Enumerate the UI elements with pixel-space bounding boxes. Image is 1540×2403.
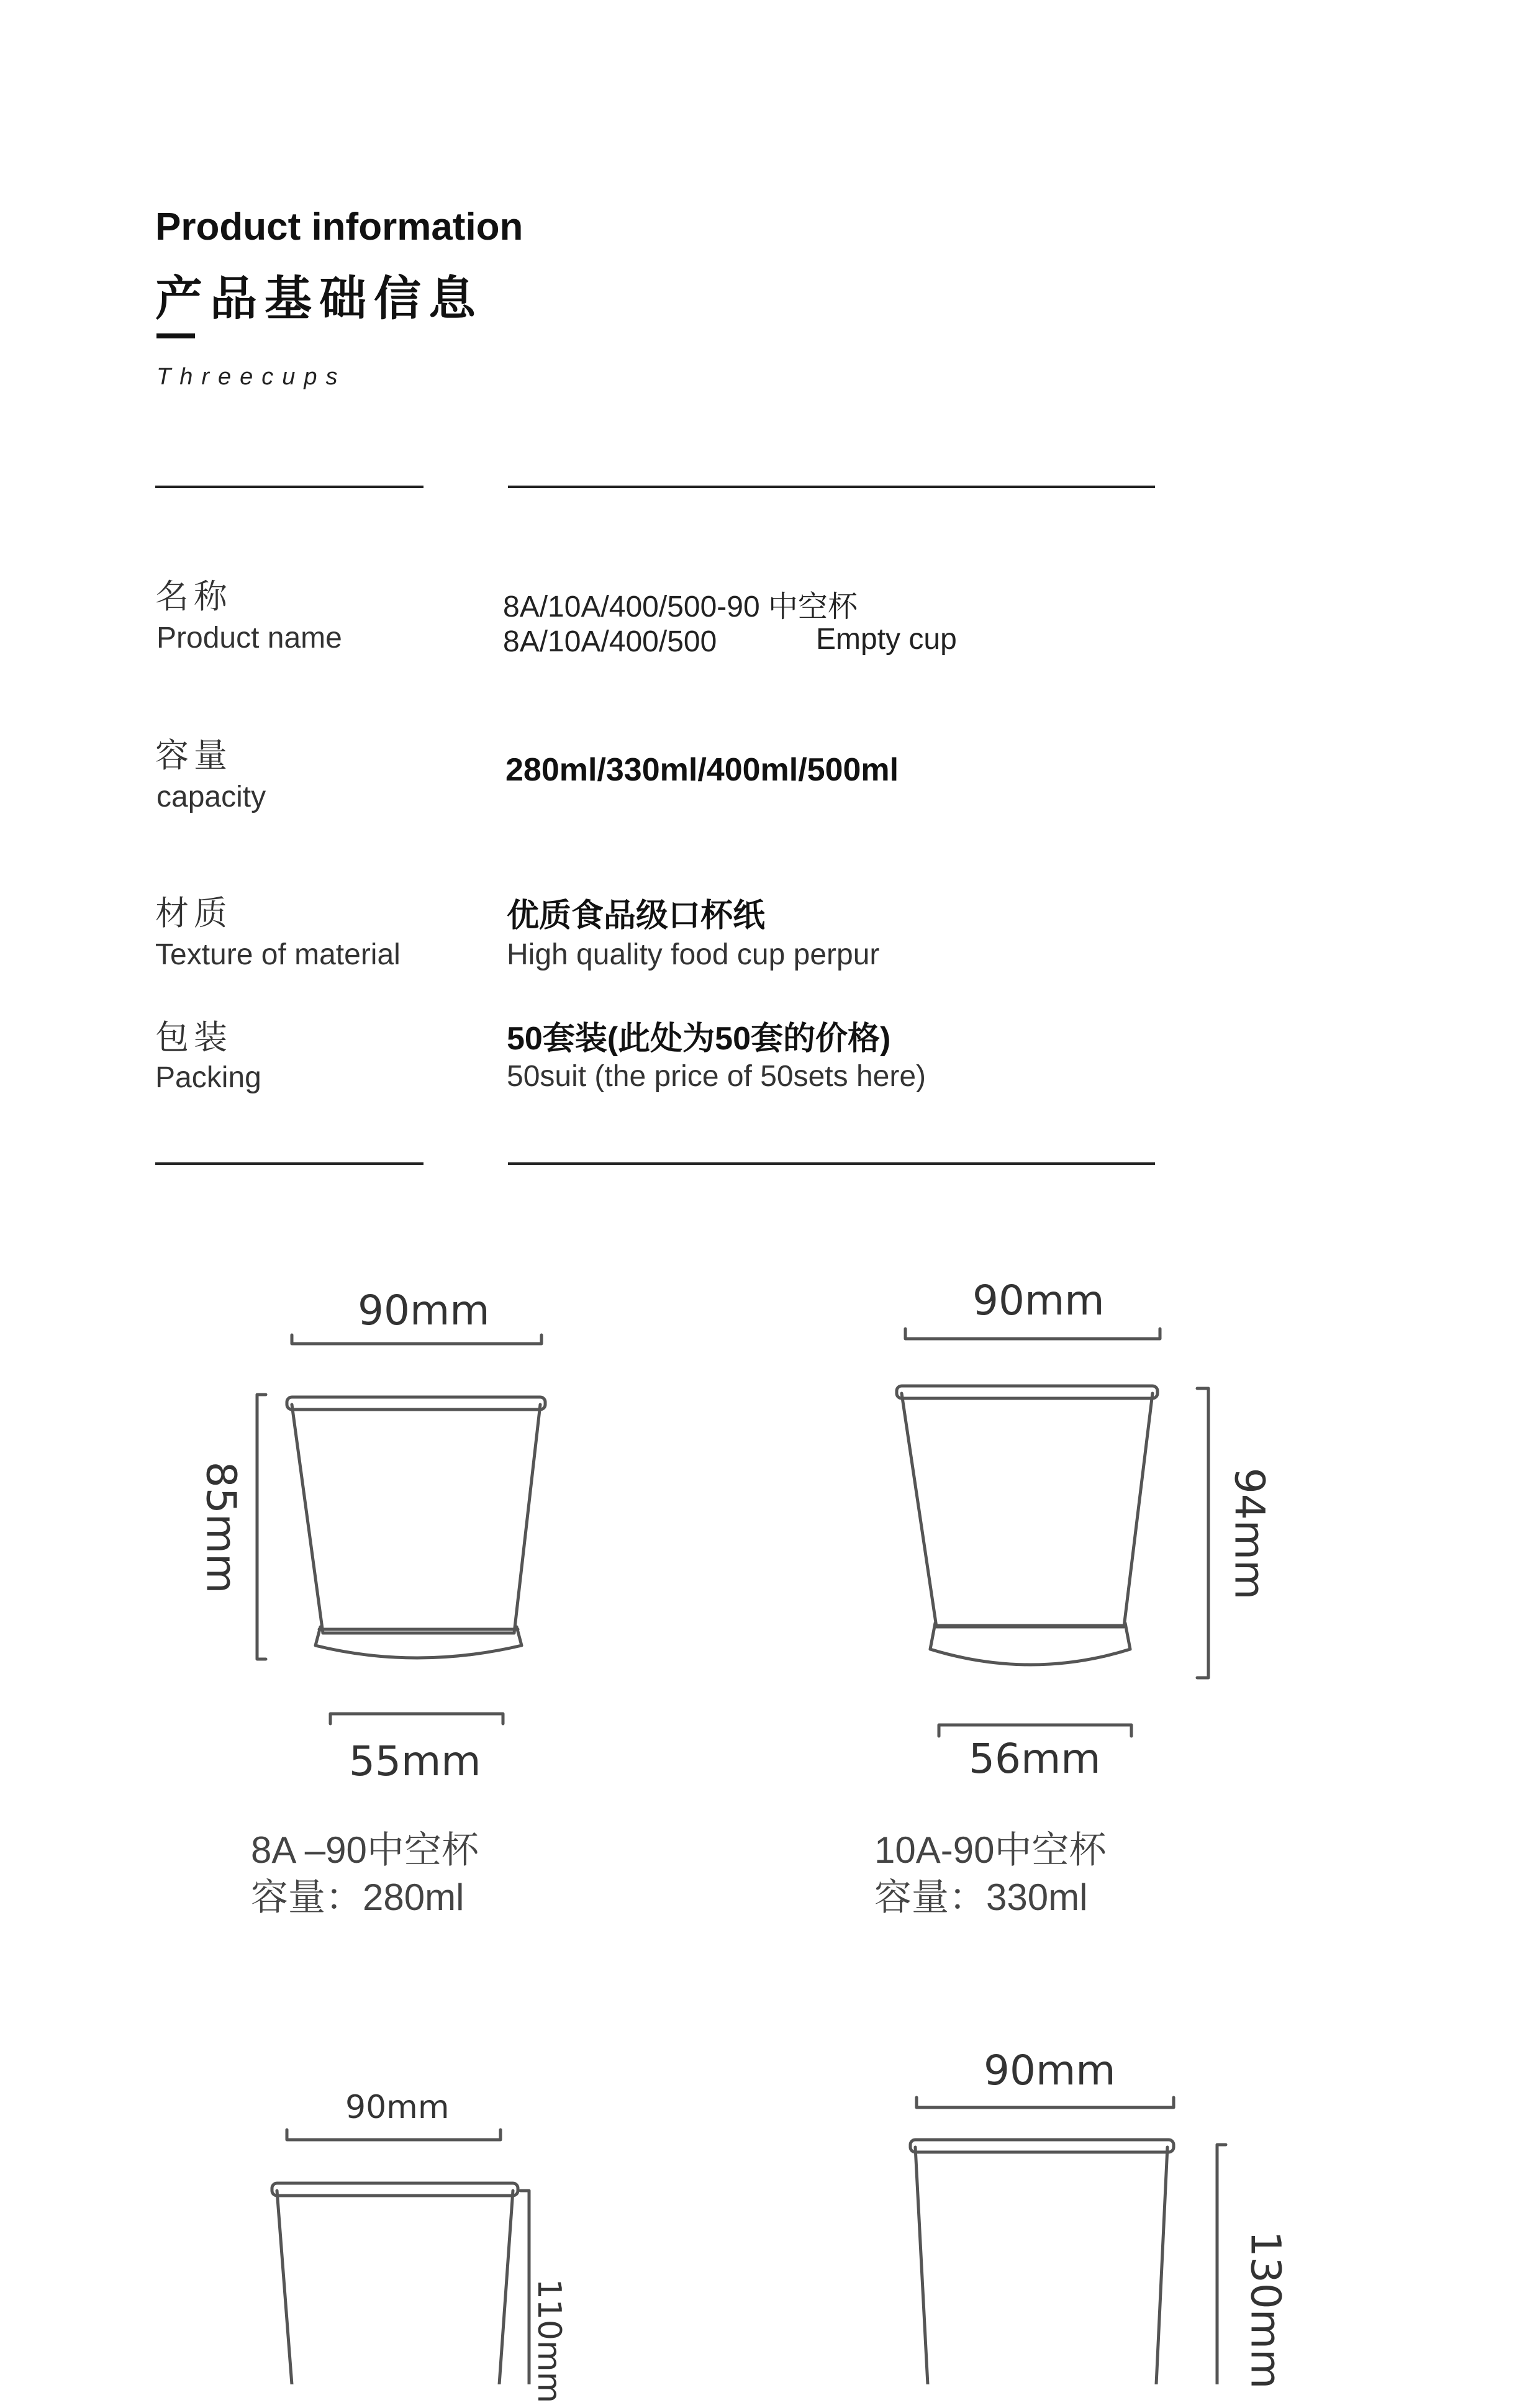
cup-1-top-width: 90mm bbox=[358, 1287, 490, 1334]
cup-3-top-width: 90mm bbox=[345, 2089, 450, 2126]
cup-4-top-width: 90mm bbox=[984, 2047, 1116, 2094]
cup-3-height: 110mm bbox=[530, 2278, 568, 2403]
label-material-en: Texture of material bbox=[155, 938, 401, 971]
value-packing-cn: 50套装(此处为50套的价格) bbox=[507, 1021, 891, 1057]
label-capacity-en: capacity bbox=[156, 781, 266, 813]
cup-2-model: 10A-90中空杯 bbox=[874, 1829, 1107, 1871]
value-capacity: 280ml/330ml/400ml/500ml bbox=[505, 752, 899, 788]
cup-1-drawing bbox=[257, 1335, 545, 1724]
cup-1-model: 8A –90中空杯 bbox=[251, 1829, 479, 1871]
cup-2-top-width: 90mm bbox=[972, 1277, 1105, 1324]
cup-1-capacity: 容量：280ml bbox=[251, 1876, 464, 1918]
brand-name: Threecups bbox=[156, 364, 346, 390]
value-product-name-en: Empty cup bbox=[816, 623, 957, 656]
label-capacity-cn: 容量 bbox=[155, 737, 232, 774]
label-product-name-cn: 名称 bbox=[155, 578, 232, 615]
section-title-cn: 产品基础信息 bbox=[155, 273, 483, 325]
cup-4-height: 130mm bbox=[1241, 2230, 1290, 2389]
label-packing-en: Packing bbox=[155, 1061, 261, 1094]
value-packing-en: 50suit (the price of 50sets here) bbox=[507, 1060, 926, 1093]
cup-2-bottom-width: 56mm bbox=[969, 1735, 1101, 1783]
cup-2-height: 94mm bbox=[1225, 1467, 1274, 1600]
cup-4-drawing bbox=[910, 2098, 1226, 2384]
section-title-en: Product information bbox=[155, 206, 523, 248]
value-material-en: High quality food cup perpur bbox=[507, 938, 880, 971]
cup-1-bottom-width: 55mm bbox=[349, 1737, 481, 1785]
label-packing-cn: 包装 bbox=[155, 1019, 232, 1056]
value-product-models: 8A/10A/400/500 bbox=[503, 625, 717, 658]
label-product-name-en: Product name bbox=[156, 622, 342, 654]
cup-2-drawing bbox=[897, 1329, 1208, 1736]
cup-1-height: 85mm bbox=[197, 1461, 245, 1594]
value-material-cn: 优质食品级口杯纸 bbox=[507, 898, 766, 934]
cup-3-drawing bbox=[272, 2130, 529, 2384]
cup-2-capacity: 容量：330ml bbox=[874, 1876, 1088, 1918]
value-product-name: 8A/10A/400/500-90 中空杯 bbox=[503, 591, 858, 623]
label-material-cn: 材质 bbox=[155, 895, 232, 932]
